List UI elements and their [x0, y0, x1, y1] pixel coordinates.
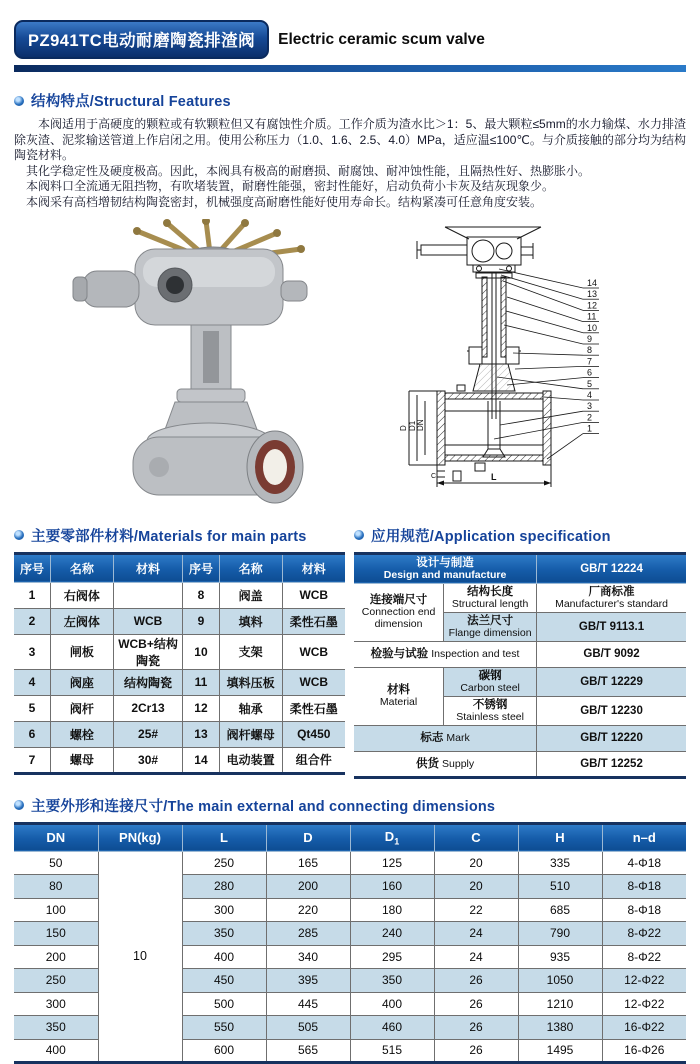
table-row [14, 669, 345, 695]
table-cell: 26 [434, 969, 518, 993]
materials-header-row [14, 553, 345, 582]
table-cell: 11 [183, 669, 219, 695]
table-cell: 8-Φ22 [602, 945, 686, 969]
table-cell: 1050 [518, 969, 602, 993]
product-title-badge: PZ941TC电动耐磨陶瓷排渣阀 [14, 20, 269, 59]
table-cell: 填料压板 [219, 669, 282, 695]
table-cell: 340 [266, 945, 350, 969]
features-heading: 结构特点/Structural Features [31, 94, 231, 110]
table-cell: 150 [14, 922, 98, 946]
table-cell: 200 [266, 875, 350, 899]
table-cell: 阀杆 [50, 695, 113, 721]
valve-photo [63, 219, 381, 507]
table-cell: 240 [350, 922, 434, 946]
table-row [354, 667, 686, 696]
table-cell: 3 [14, 634, 50, 669]
table-cell: 100 [14, 898, 98, 922]
connection-cell [354, 583, 444, 641]
table-cell: 30# [113, 747, 183, 773]
cell-text: 法兰尺寸 [467, 614, 514, 627]
column-header: 名称 [50, 553, 113, 582]
section-heading-dimensions [14, 795, 686, 816]
table-cell: 9 [183, 608, 219, 634]
table-cell: 支架 [219, 634, 282, 669]
table-cell: 6 [14, 721, 50, 747]
table-row [354, 553, 686, 583]
column-header: D [266, 823, 350, 851]
section-heading-application [354, 525, 686, 546]
dim-label-d1: D1 [408, 420, 417, 431]
column-header: $D_1$ [350, 823, 434, 851]
table-cell: 右阀体 [50, 582, 113, 608]
table-cell: 阀杆螺母 [219, 721, 282, 747]
pn-merged-cell: 10 [98, 851, 182, 1063]
callout-number: 5 [587, 378, 593, 389]
column-header: PN(kg) [98, 823, 182, 851]
table-cell: 24 [434, 945, 518, 969]
carbon-steel-cell [444, 667, 537, 696]
application-table [354, 552, 686, 779]
cell-text: 不锈钢 [472, 698, 508, 711]
dim-label-l: L [491, 471, 497, 482]
table-cell: 结构陶瓷 [113, 669, 183, 695]
column-header: n–d [602, 823, 686, 851]
supply-cell [354, 751, 537, 777]
cell-text: 碳钢 [478, 669, 502, 682]
table-cell: 250 [14, 969, 98, 993]
table-cell: 电动装置 [219, 747, 282, 773]
table-cell: 160 [350, 875, 434, 899]
section-bullet-icon [354, 530, 364, 540]
header-divider-bar [14, 65, 686, 72]
table-cell: 25# [113, 721, 183, 747]
column-header: 材料 [282, 553, 345, 582]
standard-cell: GB/T 12252 [537, 751, 686, 777]
dim-label-c: C [431, 472, 437, 480]
table-cell: 200 [14, 945, 98, 969]
cell-text: Design and manufacture [383, 568, 507, 581]
dimensions-table [14, 822, 686, 1064]
cell-text: 结构长度 [467, 585, 514, 598]
table-cell: 26 [434, 1016, 518, 1040]
table-cell: WCB [282, 582, 345, 608]
table-cell: 8-Φ18 [602, 898, 686, 922]
cell-text: Flange dimension [448, 626, 532, 639]
table-cell: 5 [14, 695, 50, 721]
table-cell: 300 [14, 992, 98, 1016]
table-row [14, 634, 345, 669]
table-cell: 165 [266, 851, 350, 875]
table-cell: 柔性石墨 [282, 695, 345, 721]
table-cell: 1210 [518, 992, 602, 1016]
column-header: C [434, 823, 518, 851]
section-heading-features [14, 90, 686, 111]
table-cell: 阀盖 [219, 582, 282, 608]
inspection-cell [354, 641, 537, 667]
cell-text: Supply [442, 757, 475, 770]
materials-table [14, 552, 345, 775]
table-cell: 26 [434, 992, 518, 1016]
table-cell: 220 [266, 898, 350, 922]
cell-text: Material [379, 696, 418, 709]
cell-text: 厂商标准 [588, 585, 635, 598]
table-cell: 轴承 [219, 695, 282, 721]
table-cell: WCB+结构陶瓷 [113, 634, 183, 669]
callout-number: 2 [587, 411, 593, 422]
table-cell: 445 [266, 992, 350, 1016]
cell-text: 连接端尺寸 [369, 594, 428, 607]
table-cell: 500 [182, 992, 266, 1016]
table-cell: 685 [518, 898, 602, 922]
table-cell: 14 [183, 747, 219, 773]
stainless-steel-cell [444, 696, 537, 725]
callout-number: 4 [587, 389, 593, 400]
callout-number: 1 [587, 423, 593, 434]
column-header: L [182, 823, 266, 851]
material-cell [354, 667, 444, 725]
features-paragraphs [14, 117, 686, 211]
cell-text: Stainless steel [456, 710, 524, 723]
table-cell: 505 [266, 1016, 350, 1040]
table-row [14, 747, 345, 773]
table-cell: 600 [182, 1039, 266, 1063]
section-bullet-icon [14, 530, 24, 540]
dim-label-d: D [399, 424, 408, 431]
column-header: 材料 [113, 553, 183, 582]
table-cell: 填料 [219, 608, 282, 634]
table-row [14, 582, 345, 608]
table-cell: 550 [182, 1016, 266, 1040]
table-cell: 1380 [518, 1016, 602, 1040]
features-paragraph: 本阀料口全流通无阻挡物，有吹堵装置，耐磨性能强，密封性能好，启动负荷小卡灰及结灰现象少。 [26, 179, 555, 194]
column-header: 序号 [14, 553, 50, 582]
table-cell: 12-Φ22 [602, 969, 686, 993]
table-cell: 7 [14, 747, 50, 773]
table-cell: 460 [350, 1016, 434, 1040]
cell-text: 标志 [420, 732, 444, 745]
table-cell [113, 582, 183, 608]
callout-number: 7 [587, 355, 593, 366]
table-row [14, 695, 345, 721]
callout-number: 13 [587, 288, 598, 299]
callout-number: 11 [587, 311, 597, 322]
table-cell: 1 [14, 582, 50, 608]
callout-number: 9 [587, 333, 593, 344]
table-cell: WCB [282, 634, 345, 669]
table-cell: Qt450 [282, 721, 345, 747]
dimensions-heading: 主要外形和连接尺寸/The main external and connecting dimensions [31, 798, 496, 815]
table-cell: 26 [434, 1039, 518, 1063]
table-cell: 螺栓 [50, 721, 113, 747]
cell-text: Connection end dimension [361, 606, 436, 631]
cell-text: 供货 [415, 757, 439, 770]
table-cell: 400 [182, 945, 266, 969]
table-cell: 2Cr13 [113, 695, 183, 721]
table-cell: 250 [182, 851, 266, 875]
column-header: DN [14, 823, 98, 851]
standard-cell: GB/T 12230 [537, 696, 686, 725]
table-cell: 4 [14, 669, 50, 695]
table-cell: WCB [113, 608, 183, 634]
table-cell: 335 [518, 851, 602, 875]
callout-number: 10 [587, 322, 598, 333]
table-cell: 280 [182, 875, 266, 899]
cell-text: Structural length [451, 597, 529, 610]
table-cell: 闸板 [50, 634, 113, 669]
standard-cell: GB/T 12229 [537, 667, 686, 696]
table-row [14, 608, 345, 634]
callout-number: 14 [587, 277, 598, 288]
table-cell: 组合件 [282, 747, 345, 773]
table-cell: 510 [518, 875, 602, 899]
table-cell: 180 [350, 898, 434, 922]
cell-text: Mark [446, 732, 470, 745]
cell-text: Carbon steel [460, 681, 520, 694]
table-cell: 13 [183, 721, 219, 747]
page-header [14, 20, 686, 59]
table-cell: 790 [518, 922, 602, 946]
section-heading-materials [14, 525, 345, 546]
table-cell: 50 [14, 851, 98, 875]
features-paragraph: 其化学稳定性及硬度极高。因此，本阀具有极高的耐磨损、耐腐蚀、耐冲蚀性能，且隔热性好、热膨胀小。 [26, 163, 591, 178]
cell-text: 检验与试验 [370, 648, 429, 661]
design-manufacture-cell [354, 553, 537, 583]
callout-number: 8 [587, 344, 593, 355]
flange-dimension-cell [444, 612, 537, 641]
table-cell: 80 [14, 875, 98, 899]
section-bullet-icon [14, 96, 24, 106]
tables-row [14, 511, 686, 779]
table-cell: 125 [350, 851, 434, 875]
application-section [354, 511, 686, 779]
table-cell: 400 [350, 992, 434, 1016]
table-cell: 4-Φ18 [602, 851, 686, 875]
table-cell: 20 [434, 851, 518, 875]
table-cell: WCB [282, 669, 345, 695]
callout-number: 3 [587, 400, 593, 411]
cell-text: Inspection and test [431, 648, 520, 661]
ceramic-seat [263, 449, 287, 485]
table-row [14, 721, 345, 747]
column-header: 序号 [183, 553, 219, 582]
dimensions-header-row [14, 823, 686, 851]
standard-cell: GB/T 9092 [537, 641, 686, 667]
drawing-body [445, 399, 543, 455]
table-cell: 300 [182, 898, 266, 922]
cell-text: 材料 [387, 684, 411, 697]
standard-cell: GB/T 12220 [537, 725, 686, 751]
mark-cell [354, 725, 537, 751]
table-cell: 295 [350, 945, 434, 969]
table-cell: 565 [266, 1039, 350, 1063]
table-cell: 螺母 [50, 747, 113, 773]
table-cell: 8-Φ22 [602, 922, 686, 946]
standard-cell: GB/T 12224 [537, 553, 686, 583]
section-bullet-icon [14, 800, 24, 810]
table-cell: 16-Φ22 [602, 1016, 686, 1040]
table-row [354, 583, 686, 612]
materials-heading: 主要零部件材料/Materials for main parts [31, 528, 307, 545]
table-cell: 12 [183, 695, 219, 721]
table-row [14, 851, 686, 875]
table-cell: 450 [182, 969, 266, 993]
table-cell: 515 [350, 1039, 434, 1063]
cell-text: 设计与制造 [416, 556, 474, 569]
callout-number: 12 [587, 299, 598, 310]
table-cell: 10 [183, 634, 219, 669]
dim-label-dn: DN [416, 419, 425, 431]
structural-length-cell [444, 583, 537, 612]
table-cell: 285 [266, 922, 350, 946]
features-paragraph: 本阀采有高档增韧结构陶瓷密封，机械强度高耐磨性能好使用寿命长。结构紧凑可任意角度安装。 [26, 194, 543, 209]
table-row [354, 751, 686, 777]
cell-text: Manufacturer's standard [555, 597, 668, 610]
table-cell: 400 [14, 1039, 98, 1063]
materials-section [14, 511, 345, 775]
column-header: H [518, 823, 602, 851]
table-cell: 935 [518, 945, 602, 969]
motor-housing [83, 271, 139, 307]
table-cell: 395 [266, 969, 350, 993]
table-cell: 12-Φ22 [602, 992, 686, 1016]
table-cell: 1495 [518, 1039, 602, 1063]
table-cell: 350 [14, 1016, 98, 1040]
column-header: 名称 [219, 553, 282, 582]
table-cell: 8-Φ18 [602, 875, 686, 899]
application-heading: 应用规范/Application specification [371, 528, 611, 545]
table-cell: 350 [182, 922, 266, 946]
features-paragraph: 本阀适用于高硬度的颗粒或有软颗粒但又有腐蚀性介质。工作介质为渣水比＞1：5、最大颗粒≤5mm的水力输煤、水力排渣除灰渣、泥浆输送管道上作启闭之用。使用公称压力（1.0、1.6、2.5、4.0）MPa，适应温≤100℃。与介质接触的部分均为结构陶瓷材料。 [14, 117, 686, 163]
product-title-english: Electric ceramic scum valve [278, 30, 485, 48]
table-cell: 350 [350, 969, 434, 993]
table-row [354, 725, 686, 751]
valve-technical-drawing [387, 219, 637, 507]
table-cell: 24 [434, 922, 518, 946]
table-cell: 左阀体 [50, 608, 113, 634]
table-cell: 8 [183, 582, 219, 608]
table-cell: 柔性石墨 [282, 608, 345, 634]
standard-cell [537, 583, 686, 612]
standard-cell: GB/T 9113.1 [537, 612, 686, 641]
table-cell: 2 [14, 608, 50, 634]
table-cell: 22 [434, 898, 518, 922]
table-cell: 20 [434, 875, 518, 899]
table-row [354, 641, 686, 667]
callout-number: 6 [587, 367, 593, 378]
table-cell: 16-Φ26 [602, 1039, 686, 1063]
images-row [14, 219, 686, 507]
table-cell: 阀座 [50, 669, 113, 695]
